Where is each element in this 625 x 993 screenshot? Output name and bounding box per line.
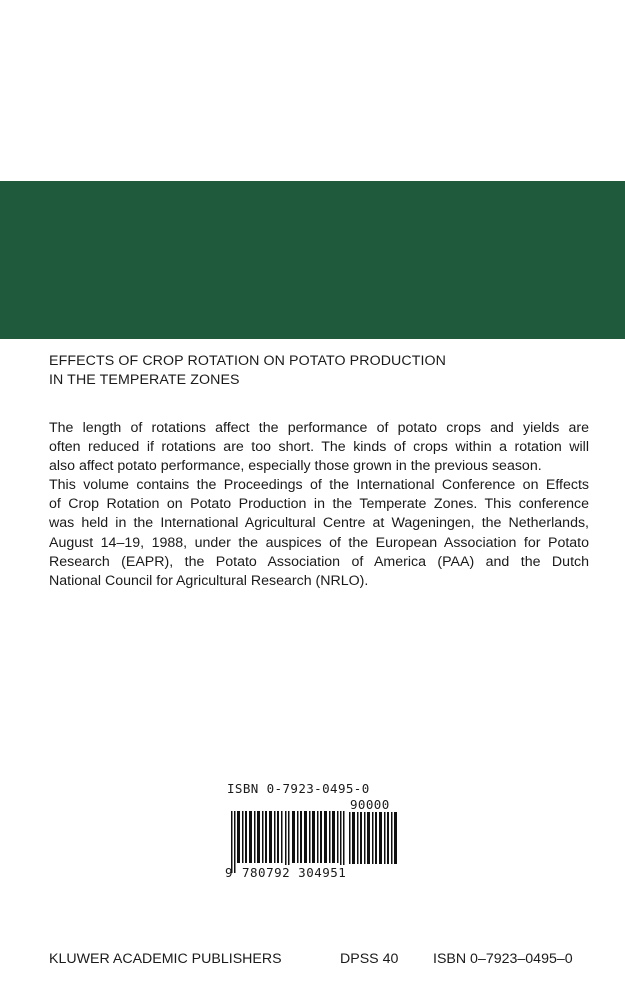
barcode-addon-bars xyxy=(349,812,399,864)
title-line-1: EFFECTS OF CROP ROTATION ON POTATO PRODUCTION xyxy=(49,353,447,369)
title-line-2: IN THE TEMPERATE ZONES xyxy=(49,372,240,388)
book-title xyxy=(49,352,589,390)
footer-isbn: ISBN 0–7923–0495–0 xyxy=(433,951,573,967)
description-line: The length of rotations affect the performance of potato crops and yields are xyxy=(49,420,589,436)
barcode-ean-lead-digit: 9 xyxy=(225,865,233,880)
description-line: often reduced if rotations are too short. The kinds of crops within a rotation will xyxy=(49,439,589,456)
description-line: was held in the International Agricultural Centre at Wageningen, the Netherlands, xyxy=(49,515,589,532)
barcode-isbn-text: ISBN 0-7923-0495-0 xyxy=(227,781,370,796)
description xyxy=(49,419,589,591)
description-line: This volume contains the Proceedings of the International Conference on Effects xyxy=(49,477,589,494)
series-number: DPSS 40 xyxy=(340,951,399,967)
publisher-name: KLUWER ACADEMIC PUBLISHERS xyxy=(49,951,282,967)
isbn-barcode xyxy=(221,781,411,901)
description-line: August 14–19, 1988, under the auspices of the European Association for Potato xyxy=(49,534,589,551)
green-band xyxy=(0,181,625,339)
description-line: Research (EAPR), the Potato Association of America (PAA) and the Dutch xyxy=(49,553,589,570)
description-line: also affect potato performance, especially those grown in the previous season. xyxy=(49,458,542,475)
barcode-ean-digits: 780792 304951 xyxy=(242,865,347,880)
description-line: National Council for Agricultural Research (NRLO). xyxy=(49,572,369,589)
description-line: of Crop Rotation on Potato Production in the Temperate Zones. This conference xyxy=(49,496,589,513)
barcode-main-bars xyxy=(231,811,345,873)
barcode-addon-digits: 90000 xyxy=(350,797,390,812)
